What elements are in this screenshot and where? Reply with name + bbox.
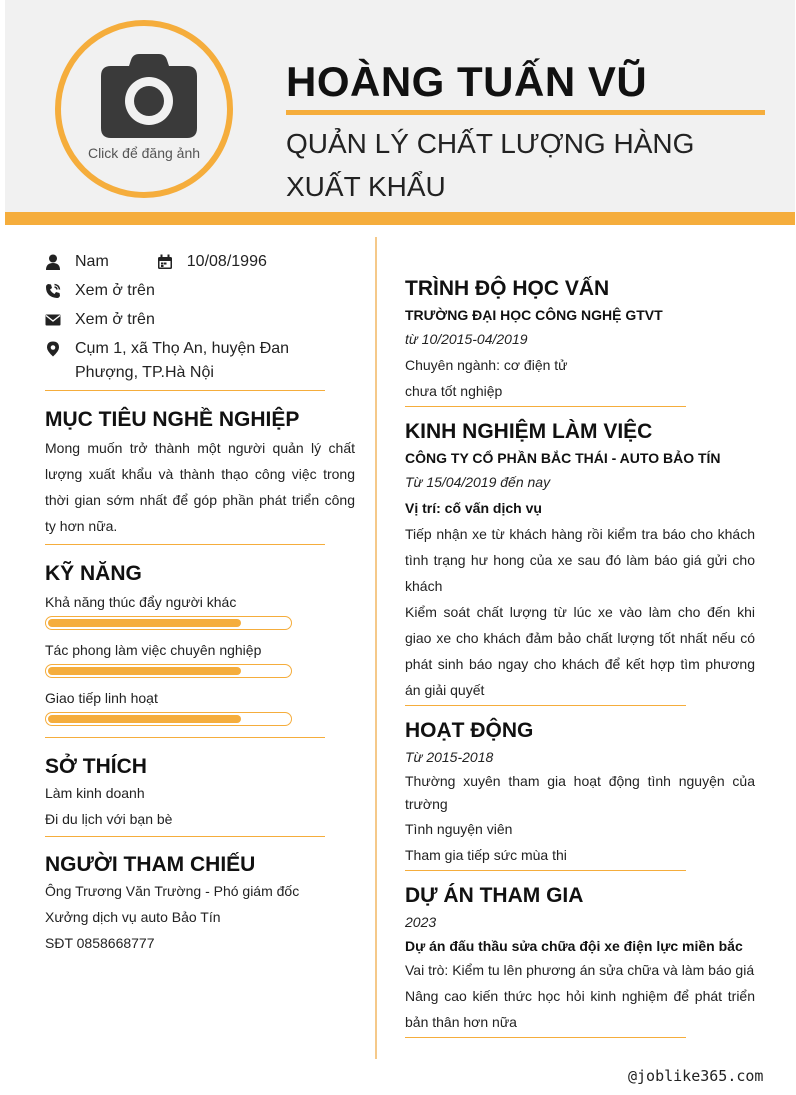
- section-separator: [45, 390, 325, 391]
- objective-text: Mong muốn trở thành một người quản lý chất lượng xuất khẩu và thành thạo công việc trong thời gian sớm nhất để góp phần phát triển công ty hơn nữa.: [45, 440, 355, 534]
- section-separator: [405, 406, 686, 407]
- contact-email-row: [45, 308, 355, 332]
- candidate-name: HOÀNG TUẤN VŨ: [286, 58, 648, 105]
- hobby-item: Làm kinh doanh: [45, 785, 145, 801]
- activities-period: Từ 2015-2018: [405, 749, 494, 765]
- education-status: chưa tốt nghiệp: [405, 383, 503, 399]
- experience-company: CÔNG TY CỔ PHẦN BẮC THÁI - AUTO BẢO TÍN: [405, 450, 721, 466]
- skill-bar: [45, 712, 292, 726]
- skill-bar: [45, 616, 292, 630]
- hobbies-title: SỞ THÍCH: [45, 755, 147, 778]
- references-title: NGƯỜI THAM CHIẾU: [45, 853, 256, 876]
- column-divider: [375, 237, 377, 1059]
- avatar-upload[interactable]: [55, 20, 233, 198]
- objective-title: MỤC TIÊU NGHỀ NGHIỆP: [45, 408, 300, 431]
- phone-icon: [45, 279, 75, 303]
- phone: Xem ở trên: [75, 282, 155, 299]
- section-separator: [45, 544, 325, 545]
- reference-item: SĐT 0858668777: [45, 935, 155, 951]
- skills-title: KỸ NĂNG: [45, 562, 142, 585]
- education-title: TRÌNH ĐỘ HỌC VẤN: [405, 277, 610, 300]
- activity-item: Tham gia tiếp sức mùa thi: [405, 847, 567, 863]
- section-separator: [45, 737, 325, 738]
- skill-label: Giao tiếp linh hoạt: [45, 690, 158, 706]
- skill-item: [45, 593, 355, 630]
- education-major: Chuyên ngành: cơ điện tử: [405, 357, 568, 373]
- project-name: Dự án đấu thầu sửa chữa đội xe điện lực miền bắc: [405, 938, 743, 954]
- projects-title: DỰ ÁN THAM GIA: [405, 884, 584, 907]
- section-separator: [405, 1037, 686, 1038]
- name-underline: [286, 110, 765, 115]
- section-separator: [405, 870, 686, 871]
- contact-gender-dob-row: [45, 250, 355, 274]
- avatar-upload-label: Click để đăng ảnh: [87, 145, 201, 161]
- calendar-icon: [157, 250, 187, 274]
- activities-title: HOẠT ĐỘNG: [405, 719, 534, 742]
- mail-icon: [45, 308, 75, 332]
- activity-item: Tình nguyện viên: [405, 821, 513, 837]
- left-column: [45, 250, 355, 956]
- reference-item: Xưởng dịch vụ auto Bảo Tín: [45, 909, 221, 925]
- dob-group: [157, 250, 267, 274]
- skill-fill: [48, 715, 241, 723]
- location-icon: [45, 337, 75, 361]
- watermark: @joblike365.com: [628, 1067, 764, 1085]
- project-year: 2023: [405, 914, 437, 930]
- skill-fill: [48, 667, 241, 675]
- contact-phone-row: [45, 279, 355, 303]
- education-school: TRƯỜNG ĐẠI HỌC CÔNG NGHỆ GTVT: [405, 307, 663, 323]
- gender: Nam: [75, 253, 109, 270]
- experience-title: KINH NGHIỆM LÀM VIỆC: [405, 420, 653, 443]
- header-accent-bar: [5, 212, 795, 225]
- section-separator: [405, 705, 686, 706]
- skill-label: Khả năng thúc đẩy người khác: [45, 594, 237, 610]
- camera-icon: [101, 54, 197, 138]
- job-title: QUẢN LÝ CHẤT LƯỢNG HÀNG XUẤT KHẨU: [286, 128, 695, 202]
- experience-period: Từ 15/04/2019 đến nay: [405, 474, 551, 490]
- address: Cụm 1, xã Thọ An, huyện Đan Phượng, TP.Hà Nội: [75, 340, 290, 381]
- education-period: từ 10/2015-04/2019: [405, 331, 528, 347]
- date-of-birth: 10/08/1996: [186, 253, 267, 270]
- section-separator: [45, 836, 325, 837]
- contact-address-row: [45, 337, 355, 385]
- project-gain: Nâng cao kiến thức học hỏi kinh nghiệm để phát triển bản thân hơn nữa: [405, 988, 755, 1030]
- skill-bar: [45, 664, 292, 678]
- experience-description: Tiếp nhận xe từ khách hàng rồi kiểm tra báo cho khách tình trạng hư hong của xe sau đó làm báo giá gửi cho khách: [405, 526, 755, 594]
- experience-description: Kiểm soát chất lượng từ lúc xe vào làm cho đến khi giao xe cho khách đảm bảo chất lượng tốt nhất nếu có phát sinh báo ngay cho khách để kết hợp tìm phương án giải quyết: [405, 604, 755, 698]
- skill-fill: [48, 619, 241, 627]
- user-icon: [45, 250, 75, 274]
- email: Xem ở trên: [75, 311, 155, 328]
- activity-item: Thường xuyên tham gia hoạt động tình nguyện của trường: [405, 773, 755, 812]
- reference-item: Ông Trương Văn Trường - Phó giám đốc: [45, 883, 300, 899]
- experience-position: Vị trí: cố vấn dịch vụ: [405, 500, 542, 516]
- hobby-item: Đi du lịch với bạn bè: [45, 811, 173, 827]
- skill-item: [45, 689, 355, 726]
- skill-label: Tác phong làm việc chuyên nghiệp: [45, 642, 262, 658]
- skill-item: [45, 641, 355, 678]
- right-column: [405, 276, 755, 1038]
- project-role: Vai trò: Kiểm tu lên phương án sửa chữa và làm báo giá: [405, 962, 755, 978]
